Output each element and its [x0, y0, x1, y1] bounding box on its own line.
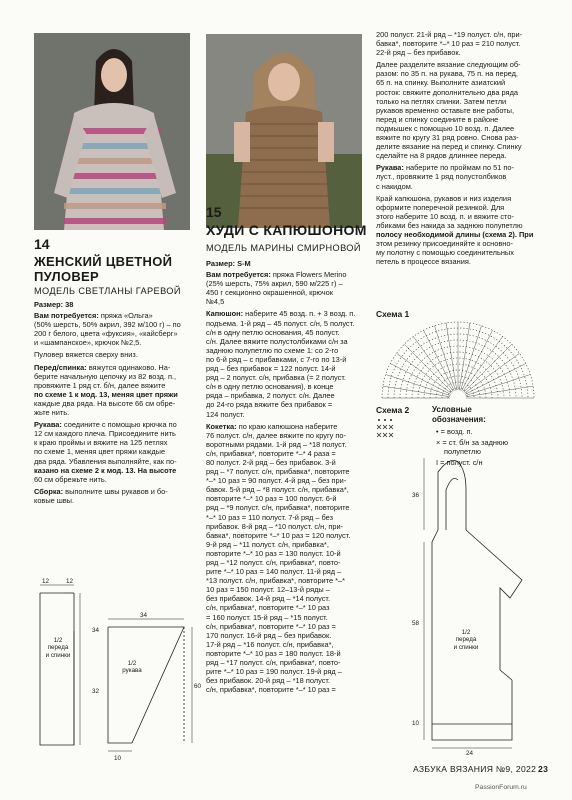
p15-yoke-2: воротными рядами. 1-й ряд – *18 полуст.: [206, 439, 347, 449]
p15-yoke-18: 10 раз = 150 полуст. 12–13-й ряды –: [206, 585, 330, 595]
p15-hood-0: наберите 45 возд. п. + 3 возд. п.: [245, 309, 356, 319]
footer-watermark: PassionForum.ru: [475, 784, 527, 791]
legend-text-1: = ст. б/н за заднюю: [442, 438, 509, 448]
dim-60: 60: [194, 683, 202, 690]
edge-5: этом резинку присоединяйте к основно-: [376, 239, 513, 249]
sleeve-text-4: два ряда. Убавления выполняйте, как по-: [34, 456, 177, 466]
p15-yoke-26: ряд – *17 полуст. с/н, прибавка*, повто-: [206, 658, 341, 668]
p15-yoke-28: без прибавок. 20-й ряд – *18 полуст.: [206, 676, 331, 686]
p15-sleeves-0: наберите по проймам по 51 по-: [405, 163, 514, 173]
legend-text-2: полупетлю: [444, 447, 481, 457]
p15-hood-7: ряд – 2 полуст. с/н, прибавка (= 2 полуст.: [206, 373, 346, 383]
front-text-3: по схеме 1 к мод. 13, меняя цвет пряжи: [34, 389, 178, 399]
p15-yoke-10: *–* 10 раз = 110 полуст. 7-й ряд – без: [206, 512, 334, 522]
model-15-text: [206, 259, 370, 694]
p15-need-label: Вам потребуется:: [206, 270, 271, 280]
front-text-2: провяжите 1 ряд ст. б/н, далее вяжите: [34, 380, 166, 390]
size-label: Размер:: [34, 300, 64, 309]
assembly-label: Сборка:: [34, 486, 64, 496]
p15-hood-8: с/н в одну петлю основания), в конце: [206, 382, 334, 392]
p15-yoke-25: повторите *–* 10 раз = 180 полуст. 18-й: [206, 648, 341, 658]
assembly-text-1: ковые швы.: [34, 495, 75, 505]
edge-4: полосу необходимой длины (схема 2). При: [376, 229, 534, 239]
edge-2: этого наберите 10 возд. п. и вяжите сто-: [376, 211, 514, 221]
sleeve-text-6: 60 см обрежьте нить.: [34, 474, 107, 484]
front-text-5: жьте нить.: [34, 408, 70, 418]
sleeve-text-5: казано на схеме 2 к мод. 13. На высоте: [34, 465, 177, 475]
p15-yoke-23: 170 полуст. 16-й ряд – без прибавок.: [206, 630, 332, 640]
front-label: Перед/спинка:: [34, 362, 87, 372]
p15-size-line: [206, 259, 370, 268]
col3-0: 200 полуст. 21-й ряд – *19 полуст. с/н, при-: [376, 30, 523, 39]
p15-yoke-29: с/н, прибавка*, повторите *–* 10 раз =: [206, 685, 336, 695]
p15-yoke-9: ряд – *9 полуст. с/н, прибавка*, повторите: [206, 503, 350, 513]
hoodie-dim-58: 58: [412, 620, 420, 627]
col3b-1: разом: по 35 п. на рукава, 75 п. на перед,: [376, 69, 518, 79]
p15-need-line: [206, 270, 370, 279]
p15-need-3: №4,5: [206, 297, 225, 307]
p15-yoke-4: 80 полуст. 2-й ряд – без прибавок. 3-й: [206, 457, 336, 467]
col3b-4: только на петлях спинки. Затем петли: [376, 96, 507, 106]
col3b-9: делите вязание на перед и спинку. Спинку: [376, 142, 522, 152]
footer-magazine: АЗБУКА ВЯЗАНИЯ №9, 2022: [413, 764, 537, 774]
col3b-2: 65 п. на спинку. Выполните азиатский: [376, 78, 506, 88]
model-14-designer: МОДЕЛЬ СВЕТЛАНЫ ГАРЕВОЙ: [34, 286, 181, 296]
hoodie-pattern-diagram: [412, 450, 552, 762]
scheme-1-diagram: [370, 318, 550, 400]
scheme-2-title: Схема 2: [376, 405, 410, 415]
need-text-2: 200 г белого, цвета «фуксия», «кайсберг»: [34, 329, 178, 339]
model-15-text-col3: [376, 30, 546, 266]
scheme-1-title: Схема 1: [376, 309, 410, 319]
front-label-3: и спинки: [45, 651, 71, 659]
hdc-symbol-icon: I: [436, 458, 439, 468]
sleeve-text-2: к краю проймы и вяжите на 125 петлях: [34, 438, 168, 448]
model-15-designer: МОДЕЛЬ МАРИНЫ СМИРНОВОЙ: [206, 243, 361, 253]
front-label-1: 1/2: [53, 637, 63, 644]
dim-32: 32: [92, 688, 100, 695]
sleeve-label: Рукава:: [34, 420, 62, 430]
p15-hood-11: 124 полуст.: [206, 409, 245, 419]
p15-yoke-22: с/н, прибавка*, повторите *–* 10 раз =: [206, 621, 336, 631]
model-15-title: ХУДИ С КАПЮШОНОМ: [206, 222, 367, 238]
legend-title-2: обозначения:: [432, 415, 486, 424]
hoodie-label-3: и спинки: [453, 643, 479, 651]
front-text-1: берите начальную цепочку из 82 возд. п.,: [34, 371, 177, 381]
legend-item-1: [436, 438, 546, 447]
pullover-photo-illustration: [34, 33, 190, 230]
p15-need-0: пряжа Flowers Merino: [272, 270, 347, 280]
dim-10: 10: [114, 755, 122, 762]
assembly-line: [34, 487, 194, 496]
edge-3: лбиками без накида за заднюю полупетлю: [376, 220, 523, 230]
p15-yoke-8: повторите *–* 10 раз = 100 полуст. 6-й: [206, 494, 337, 504]
p15-yoke-6: *–* 10 раз = 90 полуст. 4-й ряд – без при-: [206, 476, 347, 486]
photo-hoodie: [206, 34, 362, 228]
p15-hood-4: заднюю полупетлю по схеме 1: со 2-го: [206, 345, 339, 355]
p15-yoke-27: рите *–* 10 раз = 190 полуст. 19-й ряд –: [206, 667, 342, 677]
method-text: Пуловер вяжется сверху вниз.: [34, 350, 138, 360]
legend-title: [432, 405, 486, 425]
model-14-text: [34, 300, 194, 505]
sleeve-diagram-label: [117, 660, 147, 675]
legend-title-1: Условные: [432, 405, 472, 414]
p15-sleeves-label: Рукава:: [376, 163, 404, 173]
size-value: 38: [65, 300, 74, 309]
need-text-3: и «шампанское», крючок №2,5.: [34, 338, 142, 348]
sc-symbol-icon: ×: [436, 438, 441, 448]
hoodie-dim-36: 36: [412, 492, 420, 499]
legend-text-0: = возд. п.: [440, 427, 473, 436]
p15-hood-10: до 24-го ряда вяжите без прибавок =: [206, 400, 333, 410]
sleeve-label-2: рукава: [122, 667, 142, 675]
p15-hood-label: Капюшон:: [206, 309, 244, 319]
front-line: [34, 363, 194, 372]
need-label: Вам потребуется:: [34, 311, 99, 321]
hoodie-dim-24: 24: [466, 750, 474, 757]
col3b-7: подмышек с помощью 10 возд. п. Далее: [376, 123, 515, 133]
hoodie-dim-10: 10: [412, 720, 420, 727]
legend-item-0: [436, 427, 546, 436]
p15-need-2: 450 г секционно окрашенной, крючок: [206, 288, 334, 298]
edge-1: оформите поперечной резинкой. Для: [376, 202, 505, 212]
dim-12-a: 12: [42, 578, 50, 585]
edge-6: му полотну с помощью соединительных: [376, 248, 514, 258]
col3-2: 22-й ряд – без прибавок.: [376, 48, 461, 58]
p15-sleeves-line: [376, 163, 546, 172]
col3b-10: сделайте на 8 рядов длиннее переда.: [376, 151, 507, 161]
sleeve-text-1: 12 см каждого плеча. Присоедините нить: [34, 429, 176, 439]
p15-yoke-16: рите *–* 10 раз = 140 полуст. 11-й ряд –: [206, 567, 342, 577]
size-line: [34, 300, 194, 309]
edge-0: Край капюшона, рукавов и низ изделия: [376, 193, 512, 203]
legend-text-3: = полуст. с/н: [440, 458, 483, 468]
p15-yoke-line: [206, 422, 370, 431]
sleeve-text-3: по схеме 1, меняя цвет пряжи каждые: [34, 447, 166, 457]
p15-yoke-21: = 160 полуст. 15-й ряд – *15 полуст.: [206, 612, 328, 622]
sleeve-text-0: соедините с помощью крючка по: [63, 420, 177, 430]
hoodie-label-2: переда: [455, 636, 477, 644]
front-text-4: каждые два ряда. На высоте 66 см обре-: [34, 398, 176, 408]
p15-sleeves-1: луст., провяжите 1 ряд полустолбиков: [376, 172, 507, 182]
p15-yoke-15: ряд – *12 полуст. с/н, прибавка*, повто-: [206, 558, 341, 567]
p15-yoke-20: с/н, прибавка*, повторите *–* 10 раз: [206, 603, 330, 613]
hoodie-front-label: [446, 629, 486, 651]
p15-yoke-12: бавка*, повторите *–* 10 раз = 120 полуст.: [206, 530, 351, 540]
model-14-title-line1: ЖЕНСКИЙ ЦВЕТНОЙ: [34, 254, 173, 269]
model-14-number: 14: [34, 236, 50, 252]
col3b-5: рукавов временно оставьте вне работы,: [376, 105, 515, 115]
model-14-title-line2: ПУЛОВЕР: [34, 269, 99, 284]
p15-size-label: Размер:: [206, 259, 236, 268]
hoodie-label-1: 1/2: [461, 629, 471, 636]
p15-yoke-14: повторите *–* 10 раз = 130 полуст. 10-й: [206, 548, 341, 558]
dim-34-sleeve: 34: [140, 612, 148, 619]
p15-hood-9: ряда – прибавка, 2 полуст. с/н. Далее: [206, 391, 335, 401]
p15-need-1: (25% шерсть, 75% акрил, 590 м/225 г) –: [206, 279, 343, 289]
p15-yoke-5: ряд – *7 полуст. с/н, прибавка*, повторите: [206, 467, 350, 477]
sleeve-label-1: 1/2: [127, 660, 137, 667]
model-15-number: 15: [206, 204, 222, 220]
col3b-0: Далее разделите вязание следующим об-: [376, 60, 521, 70]
edge-7: петель в процессе вязания.: [376, 257, 471, 267]
photo-pullover: [34, 33, 190, 230]
p15-sleeves-2: с накидом.: [376, 181, 413, 191]
col3b-3: росток: свяжите дополнительно два ряда: [376, 87, 518, 97]
col3b-8: вяжите по кругу 31 ряд ровно. Снова раз-: [376, 133, 519, 143]
p15-yoke-3: с/н, прибавка*, повторите *–* 4 раза =: [206, 448, 336, 458]
dim-34-front: 34: [92, 627, 100, 634]
front-back-label: [40, 637, 76, 659]
footer-page-number: 23: [538, 764, 549, 774]
assembly-text-0: выполните швы рукавов и бо-: [65, 486, 168, 496]
p15-yoke-0: по краю капюшона наберите: [238, 421, 338, 431]
scheme-2-diagram: [376, 417, 398, 469]
chain-symbol-icon: •: [436, 427, 439, 436]
p15-hood-2: с/н в одну петлю основания, 45 полуст.: [206, 327, 340, 337]
need-text-0: пряжа «Ольга»: [100, 311, 153, 321]
front-text-0: вяжутся одинаково. На-: [88, 362, 171, 372]
p15-yoke-17: *13 полуст. с/н, прибавка*, повторите *–*: [206, 576, 346, 586]
p15-yoke-label: Кокетка:: [206, 421, 237, 431]
p15-hood-line: [206, 309, 370, 318]
hoodie-photo-illustration: [206, 34, 362, 228]
p15-yoke-7: бавок. 5-й ряд – *8 полуст. с/н, прибавка*,: [206, 485, 349, 495]
p15-yoke-11: прибавок. 8-й ряд – *10 полуст. с/н, при-: [206, 521, 344, 531]
p15-yoke-1: 76 полуст. с/н, далее вяжите по кругу по-: [206, 430, 346, 440]
p15-yoke-13: 9-й ряд – *11 полуст. с/н, прибавка*,: [206, 539, 329, 549]
p15-yoke-24: 17-й ряд – *16 полуст. с/н, прибавка*,: [206, 639, 334, 649]
p15-hood-5: по 6-й ряд – с прибавками, с 7-го по 13-й: [206, 354, 347, 364]
front-label-2: переда: [47, 644, 69, 652]
col3-1: бавка*, повторите *–* 10 раз = 210 полуст.: [376, 39, 521, 49]
p15-yoke-19: без прибавок. 14-й ряд – *14 полуст.: [206, 594, 331, 604]
p15-hood-3: с/н. Далее вяжите полустолбиками с/н за: [206, 336, 348, 346]
p15-size-value: S-M: [237, 259, 251, 268]
sleeve-line: [34, 420, 194, 429]
dim-12-b: 12: [66, 578, 74, 585]
p15-hood-6: ряд – без прибавок = 122 полуст. 14-й: [206, 364, 336, 374]
need-line: [34, 311, 194, 320]
p15-hood-1: подъема. 1-й ряд – 45 полуст. с/н, 5 полуст.: [206, 318, 355, 328]
need-text-1: (50% шерсть, 50% акрил, 392 м/100 г) – по: [34, 320, 181, 330]
col3b-6: перед и спинку соедините в районе: [376, 114, 499, 124]
